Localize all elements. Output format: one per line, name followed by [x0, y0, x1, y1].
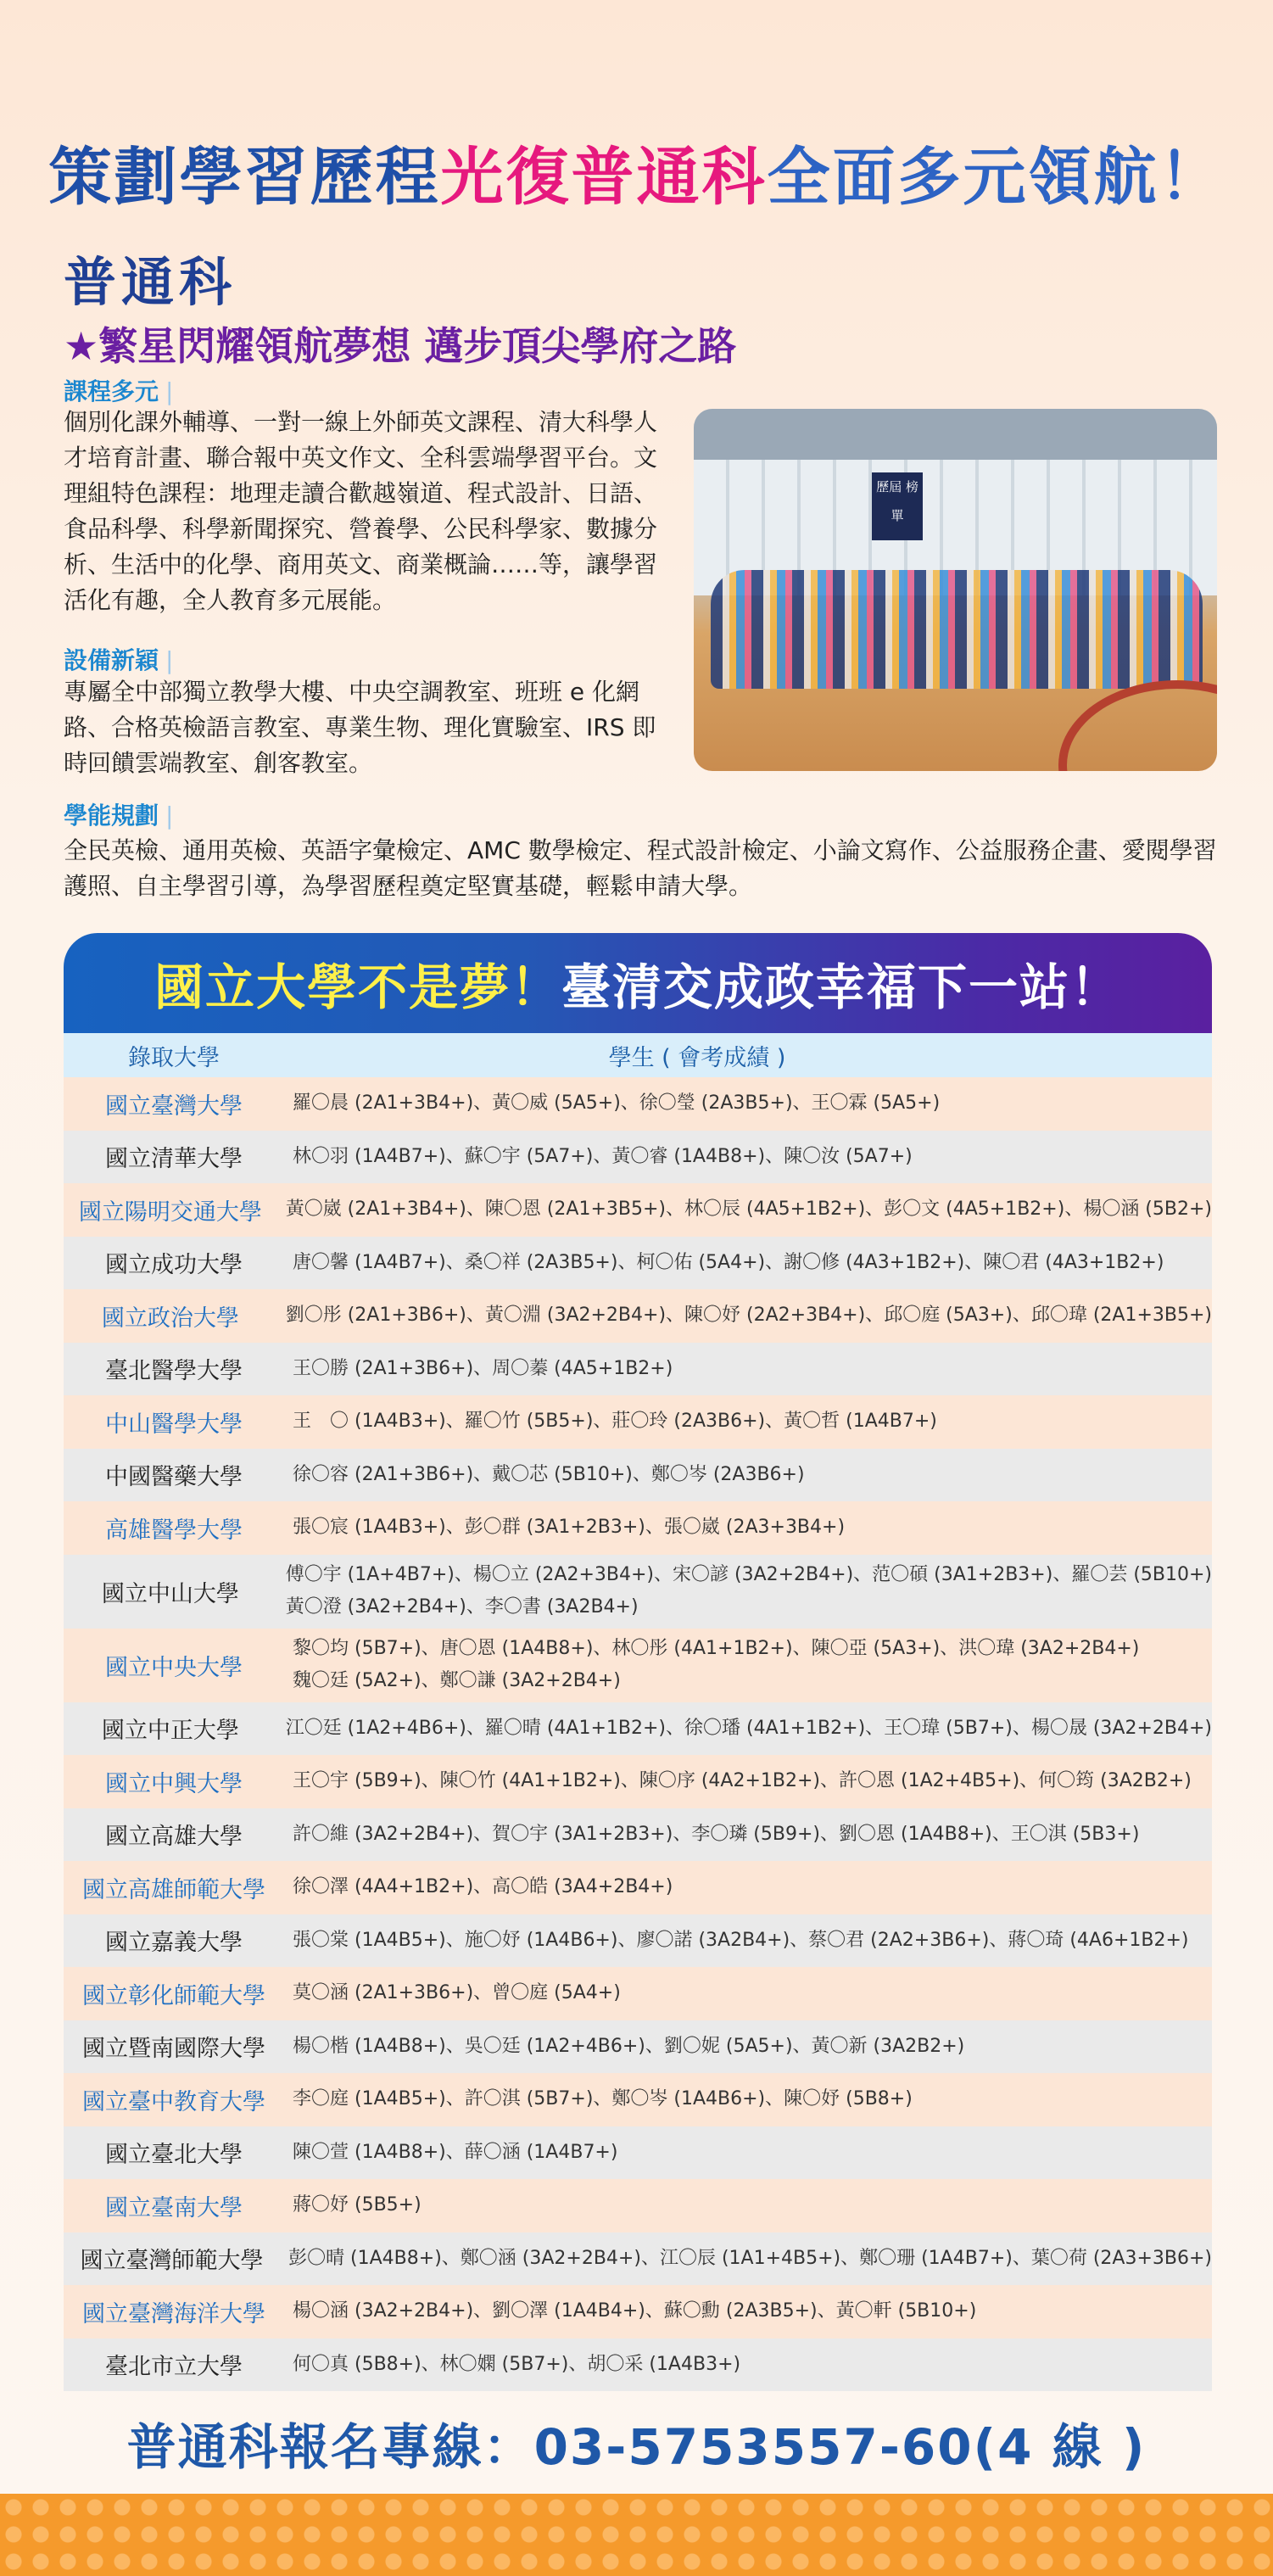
- row-students: [284, 2349, 1212, 2381]
- planning-text: 全民英檢、通用英檢、英語字彙檢定、AMC 數學檢定、程式設計檢定、小論文寫作、公益服務企畫、愛閱學習護照、自主學習引導，為學習歷程奠定堅實基礎，輕鬆申請大學。: [64, 836, 1217, 900]
- courses-text: 個別化課外輔導、一對一線上外師英文課程、清大科學人才培育計畫、聯合報中英文作文、全科雲端學習平台。文理組特色課程：地理走讀合歡越嶺道、程式設計、日語、食品科學、科學新聞探究、營養學、公民科學家、數據分析、生活中的化學、商用英文、商業概論……等，讓學習活化有趣，全人教育多元展能。: [64, 408, 658, 614]
- row-students-line: 傅〇宇 (1A+4B7+)、楊〇立 (2A2+3B4+)、宋〇諺 (3A2+2B4+)、范〇碩 (3A1+2B3+)、羅〇芸 (5B10+): [285, 1564, 1212, 1585]
- group-photo: [694, 409, 1217, 771]
- table-row: [64, 1077, 1212, 1131]
- row-students: [284, 2137, 1212, 2169]
- table-row: [64, 1808, 1212, 1862]
- row-students: [284, 2189, 1212, 2221]
- table-row: [64, 1555, 1212, 1629]
- table-row: [64, 1702, 1212, 1756]
- row-students: [277, 1193, 1212, 1226]
- row-students: [284, 1765, 1212, 1797]
- row-students: [277, 1559, 1212, 1623]
- row-university: 國立中山大學: [101, 1580, 239, 1607]
- table-row: [64, 1395, 1212, 1449]
- table-row: [64, 2073, 1212, 2126]
- row-students-line: 徐〇容 (2A1+3B6+)、戴〇芯 (5B10+)、鄭〇岑 (2A3B6+): [293, 1463, 805, 1485]
- row-students-line: 蔣〇妤 (5B5+): [293, 2194, 422, 2216]
- row-university: 國立臺灣海洋大學: [82, 2300, 265, 2327]
- section-title: 普通科: [64, 251, 237, 313]
- row-university: 高雄醫學大學: [105, 1517, 243, 1544]
- row-students: [284, 2295, 1212, 2327]
- row-university: 國立清華大學: [105, 1146, 243, 1173]
- row-students: [284, 1819, 1212, 1851]
- row-students-line: 楊〇楷 (1A4B8+)、吳〇廷 (1A2+4B6+)、劉〇妮 (5A5+)、黃〇新 (3A2B2+): [293, 2035, 965, 2057]
- headline-part3: 全面多元領航！: [767, 141, 1225, 214]
- table-body: [64, 1077, 1212, 2391]
- row-students-line: 李〇庭 (1A4B5+)、許〇淇 (5B7+)、鄭〇岑 (1A4B6+)、陳〇妤 (5B8+): [293, 2088, 913, 2110]
- table-row: [64, 1131, 1212, 1184]
- photo-roof: [694, 409, 1217, 460]
- table-banner-part2: 臺清交成政幸福下一站！: [561, 958, 1122, 1016]
- row-university: 國立臺灣師範大學: [80, 2248, 264, 2275]
- table-row: [64, 1343, 1212, 1396]
- row-students: [284, 1925, 1212, 1957]
- hotline: 普通科報名專線：03-5753557-60(4 線 ): [126, 2418, 1147, 2476]
- row-students: [284, 1141, 1212, 1173]
- headline-part2: 光復普通科: [440, 141, 768, 214]
- row-students: [284, 1087, 1212, 1120]
- row-university: 中山醫學大學: [105, 1411, 243, 1438]
- row-university: 中國醫藥大學: [105, 1464, 243, 1491]
- row-students: [277, 1713, 1212, 1745]
- row-students: [280, 2243, 1212, 2275]
- row-students-line: 徐〇澤 (4A4+1B2+)、高〇皓 (3A4+2B4+): [293, 1876, 673, 1898]
- row-students: [284, 1871, 1212, 1903]
- row-university: 國立暨南國際大學: [82, 2036, 265, 2063]
- planning-label: 學能規劃 |: [64, 802, 174, 830]
- table-banner: [64, 933, 1212, 1033]
- row-students-line: 彭〇晴 (1A4B8+)、鄭〇涵 (3A2+2B4+)、江〇辰 (1A1+4B5+)、鄭〇珊 (1A4B7+)、葉〇荷 (2A3+3B6+): [288, 2247, 1212, 2269]
- headline-part1: 策劃學習歷程: [48, 141, 441, 214]
- row-university: 國立臺南大學: [105, 2194, 243, 2221]
- table-row: [64, 2285, 1212, 2339]
- row-students: [284, 1633, 1212, 1697]
- table-banner-part1: 國立大學不是夢！: [154, 958, 561, 1016]
- row-students-line: 劉〇彤 (2A1+3B6+)、黃〇淵 (3A2+2B4+)、陳〇妤 (2A2+3B4+)、邱〇庭 (5A3+)、邱〇瑋 (2A1+3B5+): [285, 1305, 1212, 1327]
- row-students-line: 王 〇 (1A4B3+)、羅〇竹 (5B5+)、莊〇玲 (2A3B6+)、黃〇哲 (1A4B7+): [293, 1411, 937, 1433]
- table-row: [64, 1629, 1212, 1702]
- table-row: [64, 1967, 1212, 2020]
- admissions-table: [64, 933, 1212, 2391]
- row-university: 國立嘉義大學: [105, 1930, 243, 1957]
- photo-court-line: [1058, 680, 1217, 771]
- row-students-line: 張〇宸 (1A4B3+)、彭〇群 (3A1+2B3+)、張〇崴 (2A3+3B4+): [293, 1517, 846, 1539]
- facilities-label: 設備新穎 |: [64, 646, 174, 674]
- photo-banner: 歷屆 榜單: [872, 472, 923, 540]
- row-students-line: 何〇真 (5B8+)、林〇嫻 (5B7+)、胡〇采 (1A4B3+): [293, 2353, 741, 2375]
- headline: [0, 127, 1273, 217]
- row-university: 國立陽明交通大學: [78, 1199, 262, 1226]
- row-university: 臺北市立大學: [105, 2354, 243, 2381]
- row-university: 國立臺灣大學: [105, 1092, 243, 1120]
- photo-students: [711, 570, 1203, 689]
- row-university: 臺北醫學大學: [105, 1358, 243, 1385]
- row-university: 國立政治大學: [101, 1305, 239, 1332]
- row-university: 國立高雄師範大學: [82, 1876, 265, 1903]
- table-row: [64, 1449, 1212, 1502]
- table-row: [64, 2232, 1212, 2286]
- col-university: 錄取大學: [128, 1044, 220, 1071]
- row-students: [284, 1459, 1212, 1491]
- courses-label: 課程多元 |: [64, 377, 174, 405]
- col-students: 學生 ( 會考成績 ): [608, 1044, 786, 1071]
- row-university: 國立成功大學: [105, 1252, 243, 1279]
- row-students-line: 黃〇崴 (2A1+3B4+)、陳〇恩 (2A1+3B5+)、林〇辰 (4A5+1B2+)、彭〇文 (4A5+1B2+)、楊〇涵 (5B2+): [285, 1199, 1212, 1221]
- row-students-line: 莫〇涵 (2A1+3B6+)、曾〇庭 (5A4+): [293, 1982, 621, 2004]
- row-university: 國立臺中教育大學: [82, 2088, 265, 2115]
- row-students-line: 張〇棠 (1A4B5+)、施〇妤 (1A4B6+)、廖〇諾 (3A2B4+)、蔡〇君 (2A2+3B6+)、蔣〇琦 (4A6+1B2+): [293, 1929, 1189, 1951]
- footer-dot-strip: [0, 2494, 1273, 2576]
- row-students: [284, 2083, 1212, 2115]
- row-students-line: 黃〇澄 (3A2+2B4+)、李〇書 (3A2B4+): [285, 1596, 639, 1618]
- table-row: [64, 2179, 1212, 2232]
- row-students-line: 林〇羽 (1A4B7+)、蘇〇宇 (5A7+)、黃〇睿 (1A4B8+)、陳〇汝 (5A7+): [293, 1145, 913, 1167]
- row-students: [284, 2031, 1212, 2063]
- row-students-line: 陳〇萱 (1A4B8+)、薛〇涵 (1A4B7+): [293, 2141, 618, 2163]
- row-students: [284, 1977, 1212, 2009]
- table-row: [64, 1289, 1212, 1343]
- row-university: 國立中正大學: [101, 1718, 239, 1745]
- table-header: [64, 1033, 1212, 1077]
- row-university: 國立中興大學: [105, 1770, 243, 1797]
- row-university: 國立高雄大學: [105, 1824, 243, 1851]
- row-students-line: 江〇廷 (1A2+4B6+)、羅〇晴 (4A1+1B2+)、徐〇璠 (4A1+1B2+)、王〇瑋 (5B7+)、楊〇晟 (3A2+2B4+): [285, 1717, 1212, 1739]
- row-students-line: 黎〇均 (5B7+)、唐〇恩 (1A4B8+)、林〇彤 (4A1+1B2+)、陳〇亞 (5A3+)、洪〇瑋 (3A2+2B4+): [293, 1638, 1140, 1659]
- table-row: [64, 1237, 1212, 1290]
- row-students-line: 唐〇馨 (1A4B7+)、桑〇祥 (2A3B5+)、柯〇佑 (5A4+)、謝〇修 (4A3+1B2+)、陳〇君 (4A3+1B2+): [293, 1251, 1164, 1273]
- table-row: [64, 2020, 1212, 2074]
- row-students-line: 魏〇廷 (5A2+)、鄭〇謙 (3A2+2B4+): [293, 1670, 621, 1691]
- table-row: [64, 1861, 1212, 1914]
- row-students-line: 王〇宇 (5B9+)、陳〇竹 (4A1+1B2+)、陳〇序 (4A2+1B2+)、許〇恩 (1A2+4B5+)、何〇筠 (3A2B2+): [293, 1770, 1192, 1792]
- row-students: [277, 1299, 1212, 1332]
- table-row: [64, 1914, 1212, 1968]
- table-row: [64, 2339, 1212, 2392]
- row-university: 國立中央大學: [105, 1654, 243, 1681]
- row-students-line: 許〇維 (3A2+2B4+)、賀〇宇 (3A1+2B3+)、李〇璘 (5B9+)、劉〇恩 (1A4B8+)、王〇淇 (5B3+): [293, 1823, 1140, 1845]
- row-students-line: 楊〇涵 (3A2+2B4+)、劉〇澤 (1A4B4+)、蘇〇勳 (2A3B5+)、黃〇軒 (5B10+): [293, 2300, 977, 2322]
- row-students: [284, 1512, 1212, 1544]
- table-row: [64, 1755, 1212, 1808]
- table-row: [64, 1183, 1212, 1237]
- row-university: 國立臺北大學: [105, 2142, 243, 2169]
- facilities-text: 專屬全中部獨立教學大樓、中央空調教室、班班 e 化網路、合格英檢語言教室、專業生物、理化實驗室、IRS 即時回饋雲端教室、創客教室。: [64, 678, 656, 777]
- table-row: [64, 1501, 1212, 1555]
- row-university: 國立彰化師範大學: [82, 1982, 265, 2009]
- row-students: [284, 1405, 1212, 1438]
- row-students-line: 羅〇晨 (2A1+3B4+)、黃〇威 (5A5+)、徐〇瑩 (2A3B5+)、王〇霖 (5A5+): [293, 1092, 941, 1115]
- row-students-line: 王〇勝 (2A1+3B6+)、周〇蓁 (4A5+1B2+): [293, 1357, 673, 1379]
- row-students: [284, 1353, 1212, 1385]
- row-students: [284, 1247, 1212, 1279]
- table-row: [64, 2126, 1212, 2180]
- subtitle: ★繁星閃耀領航夢想 邁步頂尖學府之路: [64, 323, 737, 369]
